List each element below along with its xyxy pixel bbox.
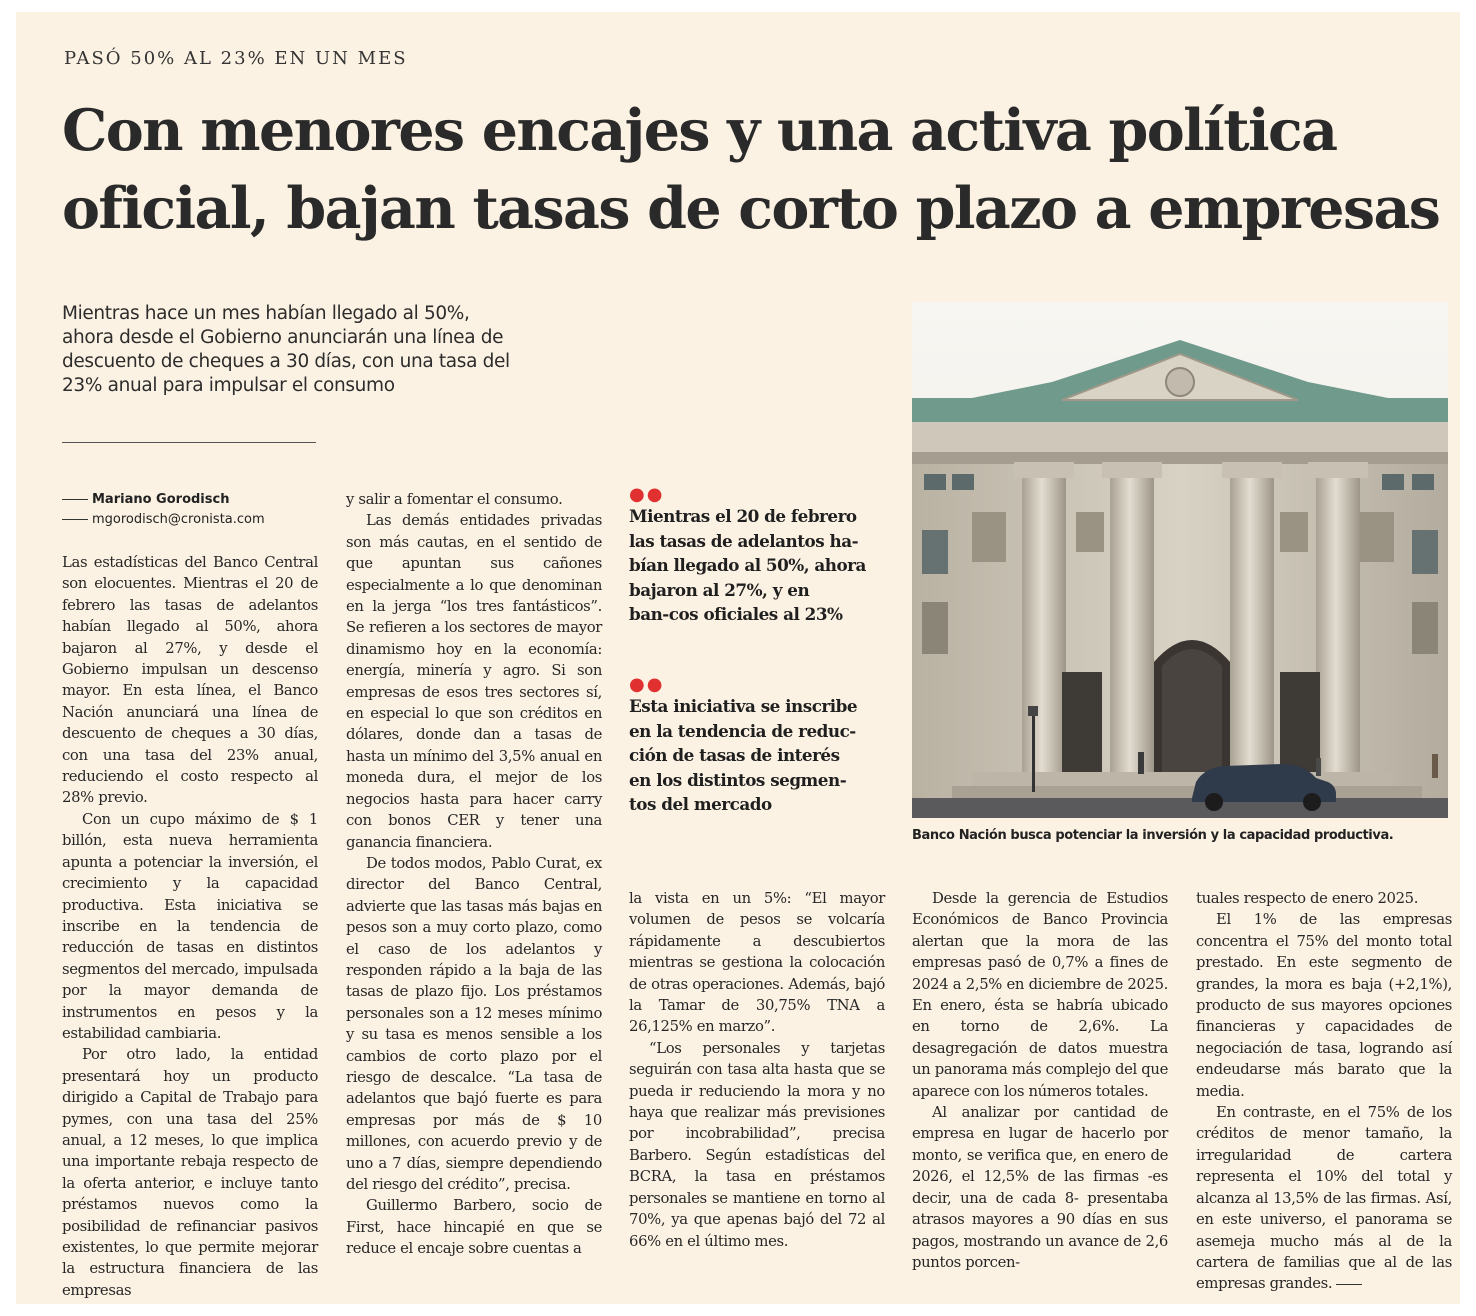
body-column-5 [1196, 888, 1452, 1295]
paragraph: Desde la gerencia de Estudios Económicos de Banco Provincia alertan que la mora de las empresas pasó de 0,7% a fines de 2024 a 2,5% en diciembre de 2025. En enero, ésta se habría ubicado en torno de 2,6%. La desagregación de datos muestra un panorama más complejo del que aparece con los números totales. [912, 890, 1168, 1100]
red-dots-icon: ●● [629, 484, 665, 505]
headline [62, 92, 1460, 248]
pull-quote-1 [629, 484, 891, 627]
paragraph: tuales respecto de enero 2025. [1196, 890, 1419, 907]
paragraph: De todos modos, Pablo Curat, ex director del Banco Central, advierte que las tasas más bajas en pesos son a muy corto plazo, como el caso de los adelantos y responden rápido a la baja de las tasas de plazo fijo. Los préstamos personales son a 12 meses mínimo y su tasa es menos sensible a los cambios de corto plazo por el riesgo de descalce. “La tasa de adelantos que bajó fuerte es para empresas por más de $ 10 millones, con acuerdo previo y de uno a 7 días, siempre dependiendo del riesgo del crédito”, precisa. [346, 854, 602, 1193]
paragraph: “Los personales y tarjetas seguirán con tasa alta hasta que se pueda ir reduciendo la mora y no haya que realizar más previsiones por incobrabilidad”, precisa Barbero. Según estadísticas del BCRA, la tasa en préstamos personales se mantiene en torno al 70%, ya que apenas bajó del 72 al 66% en el último mes. [629, 1039, 885, 1250]
pull-quote-line: en los distintos segmen- [629, 769, 847, 790]
paragraph: Con un cupo máximo de $ 1 billón, esta nueva herramienta apunta a potenciar la inversión, el crecimiento y la capacidad productiva. Esta iniciativa se inscribe en la tendencia de reducción de tasas en distintos segmentos del mercado, impulsada por la mayor demanda de instrumentos en pesos y la estabilidad cambiaria. [62, 810, 318, 1042]
paragraph [1196, 1102, 1452, 1295]
body-column-1 [62, 552, 318, 1301]
paragraph: y salir a fomentar el consumo. [346, 491, 563, 508]
pull-quote-text [629, 694, 891, 817]
pull-quote-line: Esta iniciativa se inscribe [629, 696, 858, 716]
paragraph: Guillermo Barbero, socio de First, hace hincapié en que se reduce el encaje sobre cuentas a [346, 1197, 602, 1258]
paragraph: Las demás entidades privadas son más cautas, en el sentido de que apuntan sus cañones especialmente a lo que denominan en la jerga “los tres fantásticos”. Se refieren a los sectores de mayor dinamismo hoy en la economía: energía, minería y agro. Si son empresas de esos tres sectores sí, en especial lo que son créditos en dólares, donde dan a tasas de hasta un mínimo del 3,5% anual en moneda dura, el mejor de los negocios hasta para hacer carry con bonos CER y tener una ganancia financiera. [346, 512, 602, 851]
kicker: PASÓ 50% AL 23% EN UN MES [64, 48, 408, 69]
body-column-3 [629, 888, 885, 1252]
standfirst-line-3: descuento de cheques a 30 días, con una tasa del [62, 351, 510, 372]
byline-dash [62, 499, 88, 500]
byline-dash [62, 519, 88, 520]
paragraph: Las estadísticas del Banco Central son elocuentes. Mientras el 20 de febrero las tasas de adelantos habían llegado al 50%, ahora bajaron al 27%, y desde el Gobierno impulsan un descenso mayor. En esta línea, el Banco Nación anunciará una línea de descuento de cheques a 30 días, con una tasa del 23% anual, reduciendo el costo respecto al 28% previo. [62, 554, 318, 807]
body-column-2 [346, 489, 602, 1260]
paragraph: El 1% de las empresas concentra el 75% del monto total prestado. En este segmento de grandes, la mora es baja (+2,1%), producto de sus mayores opciones financieras y capacidades de negociación de tasa, logrando así endeudarse más barato que la media. [1196, 911, 1452, 1100]
pull-quote-line: Mientras el 20 de febrero [629, 506, 857, 526]
pull-quote-line: ban-cos oficiales al 23% [629, 604, 843, 624]
pull-quote-line: en la tendencia de reduc- [629, 720, 856, 741]
paragraph-text: En contraste, en el 75% de los créditos de menor tamaño, la irregularidad de cartera representa el 10% del total y alcanza al 13,5% de las firmas. Así, en este universo, el panorama se asemeja mucho más al de la cartera de familias que al de las empresas grandes. [1196, 1104, 1452, 1293]
standfirst-line-2: ahora desde el Gobierno anunciarán una línea de [62, 327, 504, 348]
author-name: Mariano Gorodisch [92, 492, 230, 507]
standfirst [62, 302, 562, 398]
standfirst-line-4: 23% anual para impulsar el consumo [62, 375, 395, 396]
bank-building-illustration [912, 302, 1448, 818]
standfirst-line-1: Mientras hace un mes habían llegado al 50%, [62, 303, 470, 324]
byline-author [62, 492, 229, 507]
byline-email [62, 512, 265, 527]
headline-line-1: Con menores encajes y una activa política [62, 97, 1337, 164]
newspaper-page [16, 12, 1460, 1304]
paragraph: la vista en un 5%: “El mayor volumen de pesos se volcaría rápidamente a descubiertos mientras se gestiona la colocación de otras operaciones. Además, bajó la Tamar de 30,75% TNA a 26,125% en marzo”. [629, 890, 885, 1036]
divider-rule [62, 442, 316, 443]
pull-quote-line: bajaron al 27%, y en [629, 579, 810, 600]
paragraph: Por otro lado, la entidad presentará hoy un producto dirigido a Capital de Trabajo para pymes, con una tasa del 25% anual, a 12 meses, lo que implica una importante rebaja respecto de la oferta anterior, e incluye tanto préstamos nuevos como la posibilidad de refinanciar pasivos existentes, lo que permite mejorar la estructura financiera de las empresas [62, 1046, 318, 1299]
headline-line-2: oficial, bajan tasas de corto plazo a empresas [62, 175, 1440, 242]
body-column-4 [912, 888, 1168, 1273]
pull-quote-text [629, 504, 891, 627]
paragraph: Al analizar por cantidad de empresa en lugar de hacerlo por monto, se verifica que, en enero de 2026, el 12,5% de las firmas -es decir, una de cada 8- presentaba atrasos mayores a 90 días en sus pagos, mostrando un avance de 2,6 puntos porcen- [912, 1104, 1168, 1271]
end-mark [1336, 1284, 1362, 1285]
pull-quote-line: bían llegado al 50%, ahora [629, 555, 866, 575]
bank-building-photo [912, 302, 1448, 818]
red-dots-icon: ●● [629, 674, 665, 695]
author-email: mgorodisch@cronista.com [92, 512, 265, 527]
pull-quote-line: tos del mercado [629, 794, 772, 814]
photo-caption: Banco Nación busca potenciar la inversión y la capacidad productiva. [912, 828, 1394, 843]
pull-quote-line: las tasas de adelantos ha- [629, 530, 859, 551]
pull-quote-2 [629, 674, 891, 817]
pull-quote-line: ción de tasas de interés [629, 745, 840, 765]
